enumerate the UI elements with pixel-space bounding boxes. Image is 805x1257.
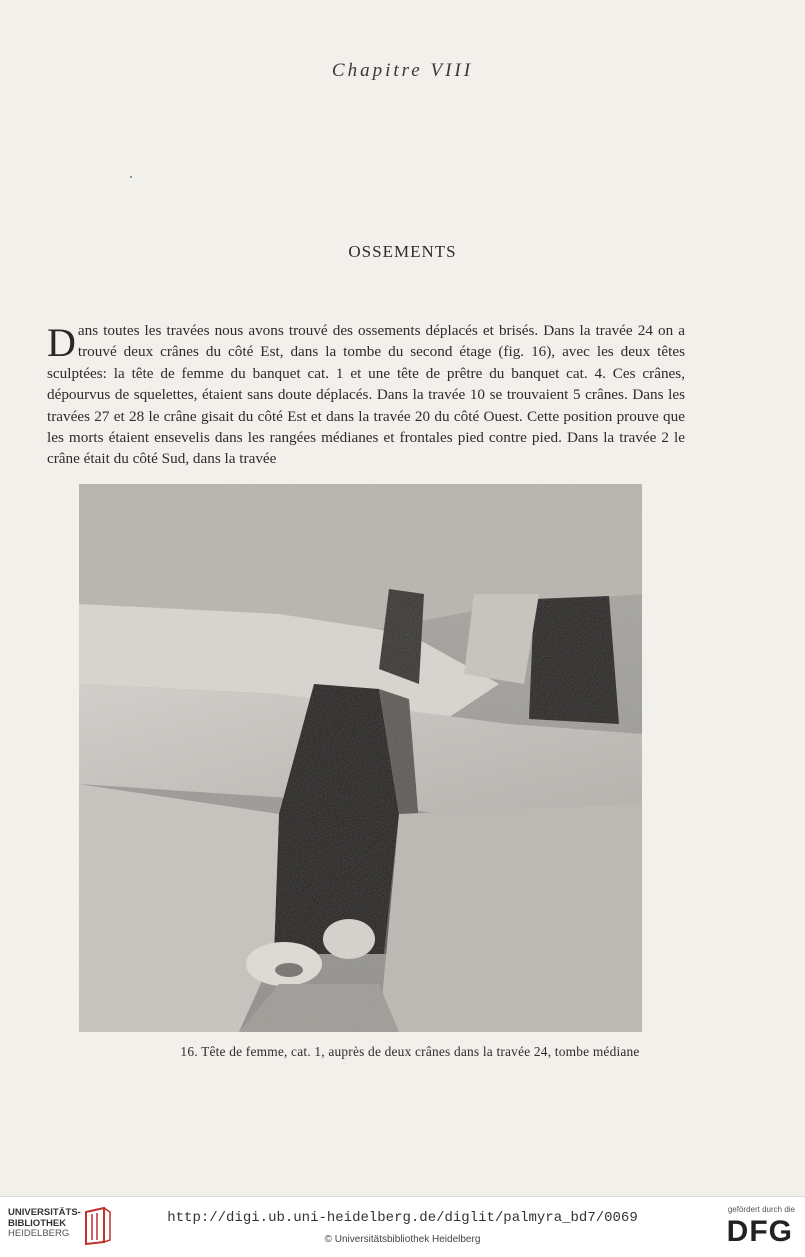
section-title: OSSEMENTS [348, 242, 457, 261]
dfg-funding-note: gefördert durch die [727, 1205, 795, 1214]
scan-speck [130, 176, 132, 178]
chapter-heading: Chapitre VIII [331, 60, 474, 81]
permalink-url[interactable]: http://digi.ub.uni-heidelberg.de/diglit/palmyra_bd7/0069 [167, 1210, 638, 1226]
library-line-1: UNIVERSITÄTS- [8, 1207, 81, 1218]
digitization-footer [0, 1196, 805, 1257]
figure-caption: 16. Tête de femme, cat. 1, auprès de deux crânes dans la travée 24, tombe médiane [180, 1044, 640, 1059]
tomb-photo-illustration [79, 484, 642, 1032]
dfg-logo: DFG [726, 1215, 793, 1248]
copyright-notice: © Universitätsbibliothek Heidelberg [324, 1234, 481, 1245]
library-line-3: HEIDELBERG [8, 1228, 70, 1239]
body-paragraph [47, 320, 685, 470]
paragraph-text: ans toutes les travées nous avons trouvé des ossements déplacés et brisés. Dans la travée 24 on a trouvé deux crânes du côté Est, dans la tombe du second étage (fig. 16), avec les deux têtes sculptées: la tête de femme du banquet cat. 1 et une tête de prêtre du banquet cat. 4. Ces crânes, dépourvus de squelettes, étaient sans doute déplacés. Dans la travée 10 se trouvaient 5 crânes. Dans les travées 27 et 28 le crâne gisait du côté Est et dans la travée 20 du côté Ouest. Cette position prouve que les morts étaient ensevelis dans les rangées médianes et frontales pied contre pied. Dans la travée 2 le crâne était du côté Sud, dans la travée [47, 322, 685, 468]
drop-cap: D [47, 320, 76, 365]
figure-photo-tomb [79, 484, 642, 1032]
library-line-2: BIBLIOTHEK [8, 1217, 67, 1229]
